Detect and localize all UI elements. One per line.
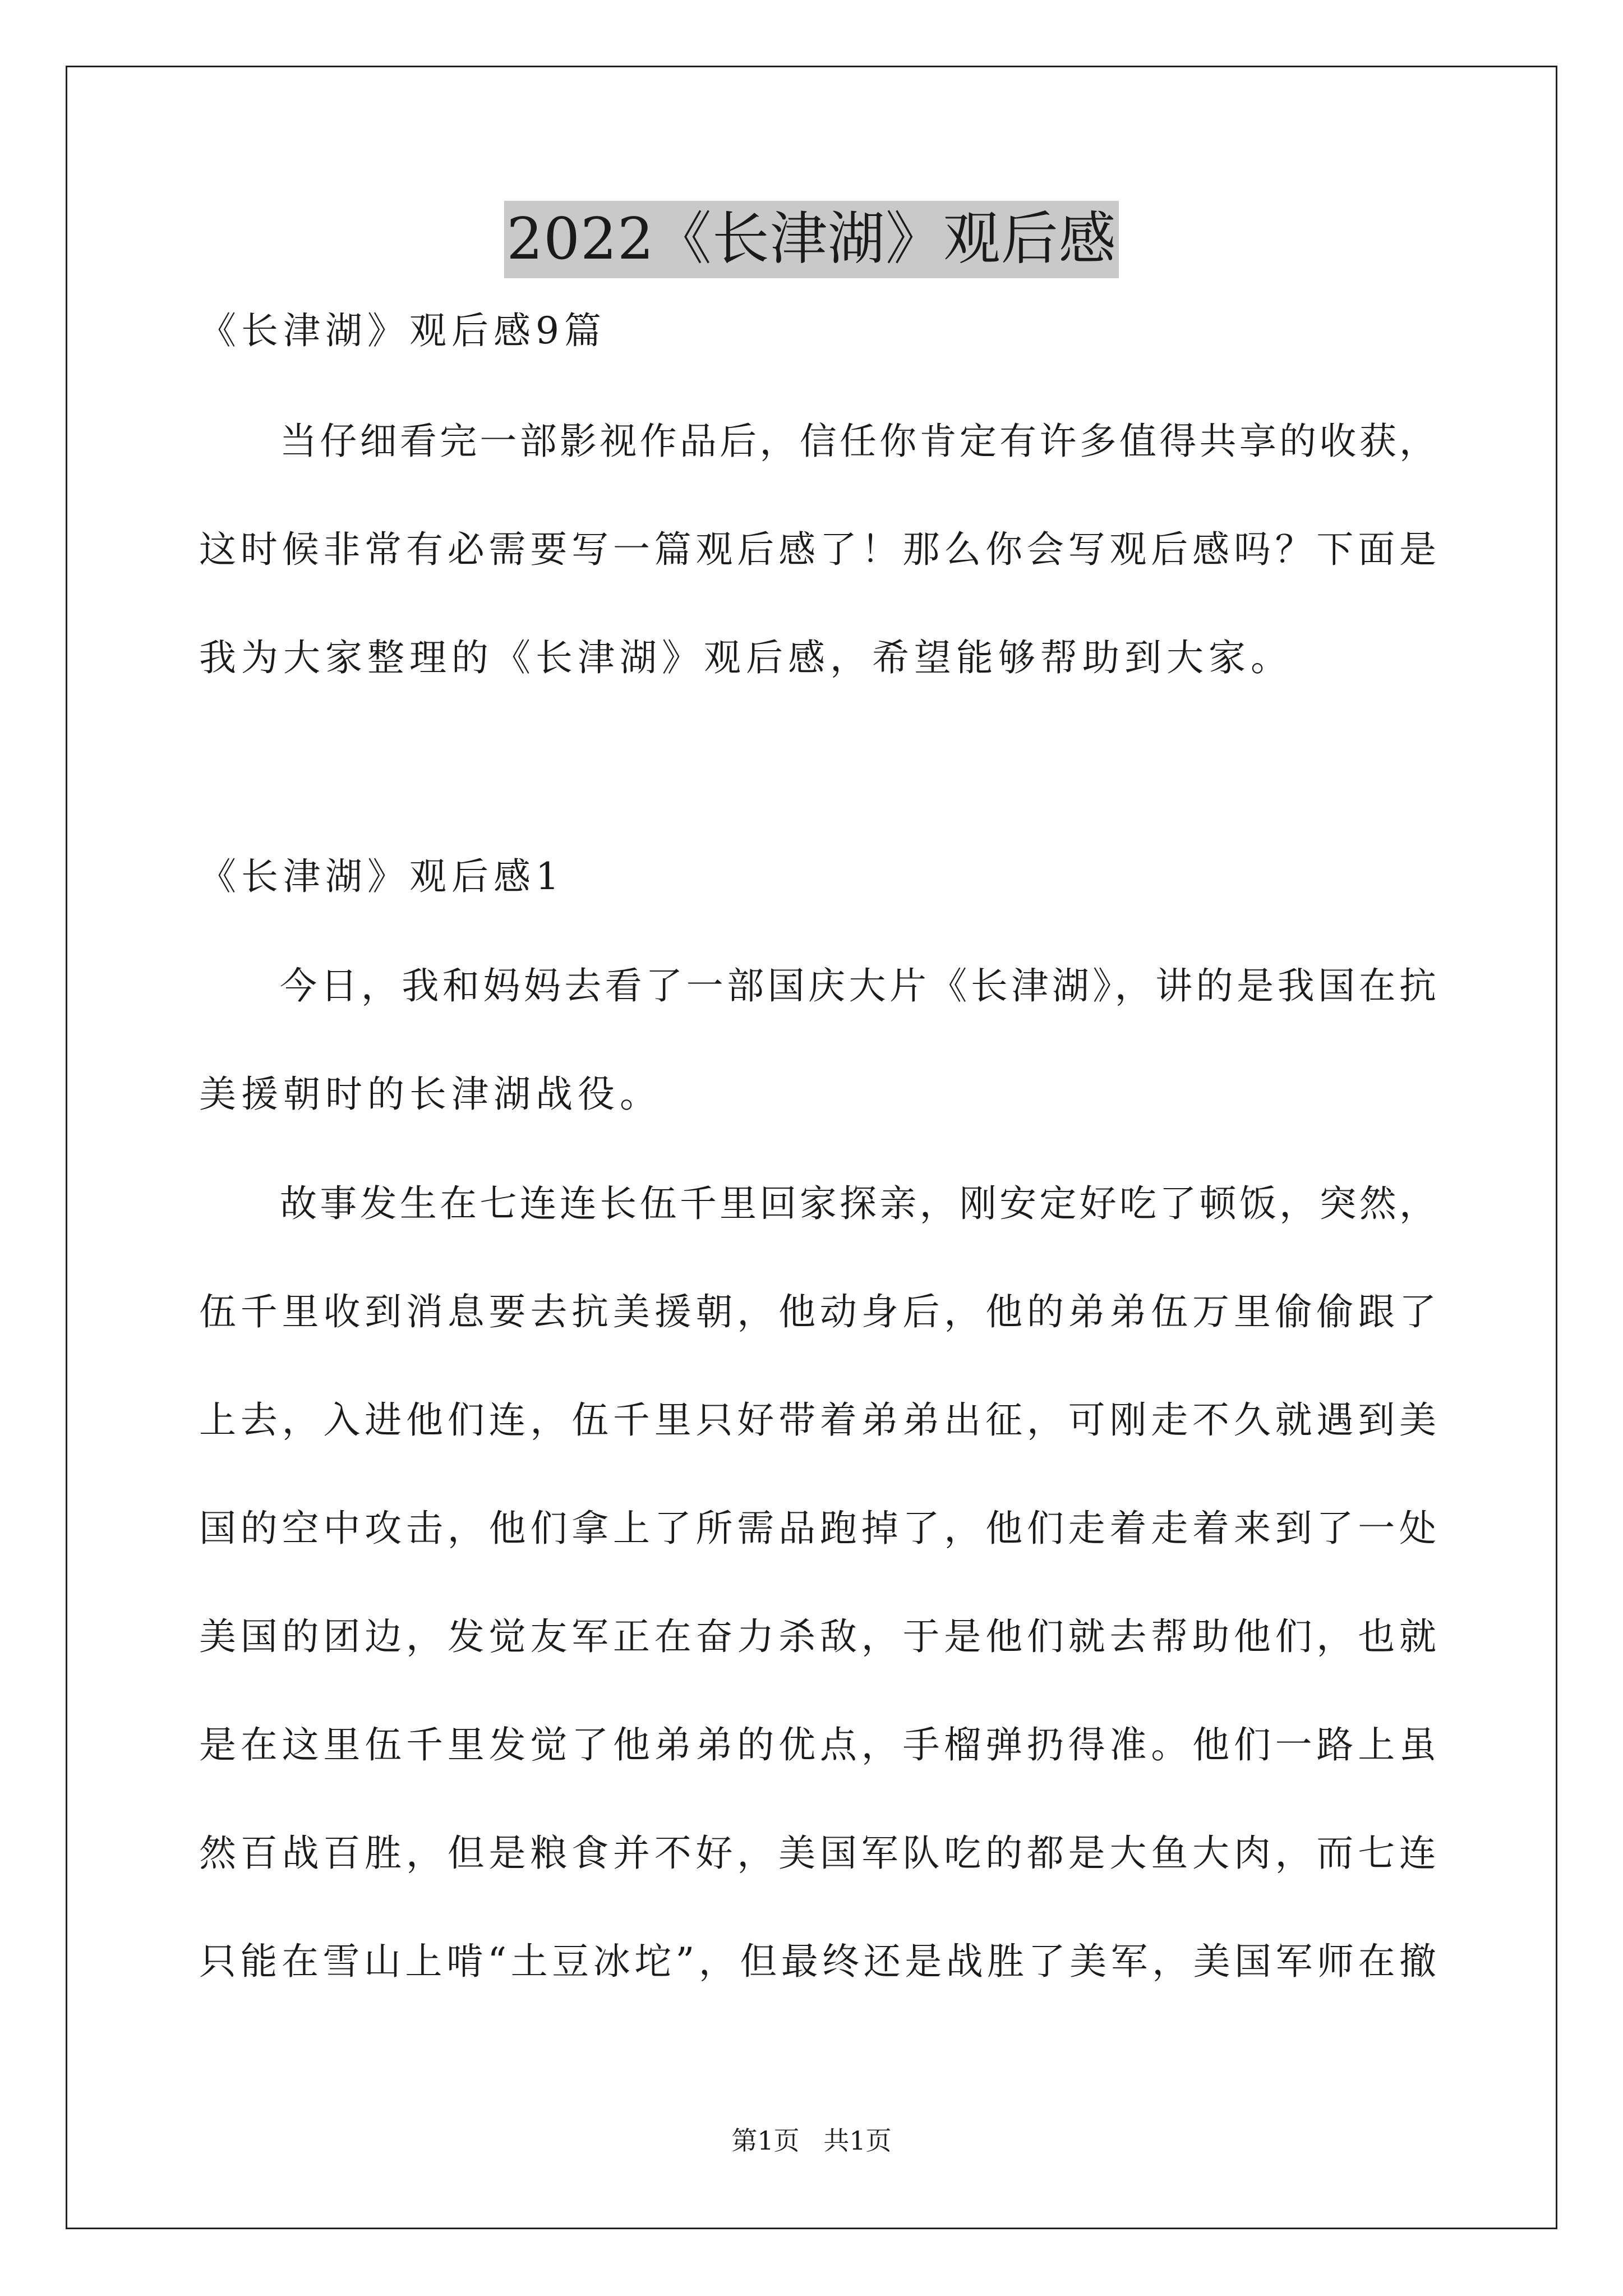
para1-line-1: 今日，我和妈妈去看了一部国庆大片《长津湖》，讲的是我国在抗 [280,964,1436,1007]
para2-line-5: 美国的团边，发觉友军正在奋力杀敌，于是他们就去帮助他们，也就 [199,1615,1436,1658]
para1-line-2: 美援朝时的长津湖战役。 [199,1073,662,1116]
subtitle: 《长津湖》观后感9篇 [199,309,606,352]
section-heading: 《长津湖》观后感1 [199,855,564,898]
para2-line-3: 上去，入进他们连，伍千里只好带着弟弟出征，可刚走不久就遇到美 [199,1398,1436,1442]
intro-line-2: 这时候非常有必需要写一篇观后感了！那么你会写观后感吗？下面是 [199,528,1436,571]
para2-line-4: 国的空中攻击，他们拿上了所需品跑掉了，他们走着走着来到了一处 [199,1507,1436,1550]
para2-line-7: 然百战百胜，但是粮食并不好，美国军队吃的都是大鱼大肉，而七连 [199,1832,1436,1875]
para2-line-8: 只能在雪山上啃“土豆冰坨”，但最终还是战胜了美军，美国军师在撤 [199,1940,1436,1983]
page-total: 共1页 [823,2125,892,2156]
para2-line-1: 故事发生在七连连长伍千里回家探亲，刚安定好吃了顿饭，突然， [280,1182,1436,1225]
para2-line-6: 是在这里伍千里发觉了他弟弟的优点，手榴弹扔得准。他们一路上虽 [199,1723,1436,1766]
page-number: 第1页 [731,2125,800,2156]
title-container [0,201,1623,278]
para2-line-2: 伍千里收到消息要去抗美援朝，他动身后，他的弟弟伍万里偷偷跟了 [199,1290,1436,1333]
intro-line-3: 我为大家整理的《长津湖》观后感，希望能够帮助到大家。 [199,636,1293,679]
page-footer [0,2124,1623,2157]
intro-line-1: 当仔细看完一部影视作品后，信任你肯定有许多值得共享的收获， [280,420,1436,463]
document-title: 2022《长津湖》观后感 [504,201,1119,278]
document-body [199,306,1436,1987]
